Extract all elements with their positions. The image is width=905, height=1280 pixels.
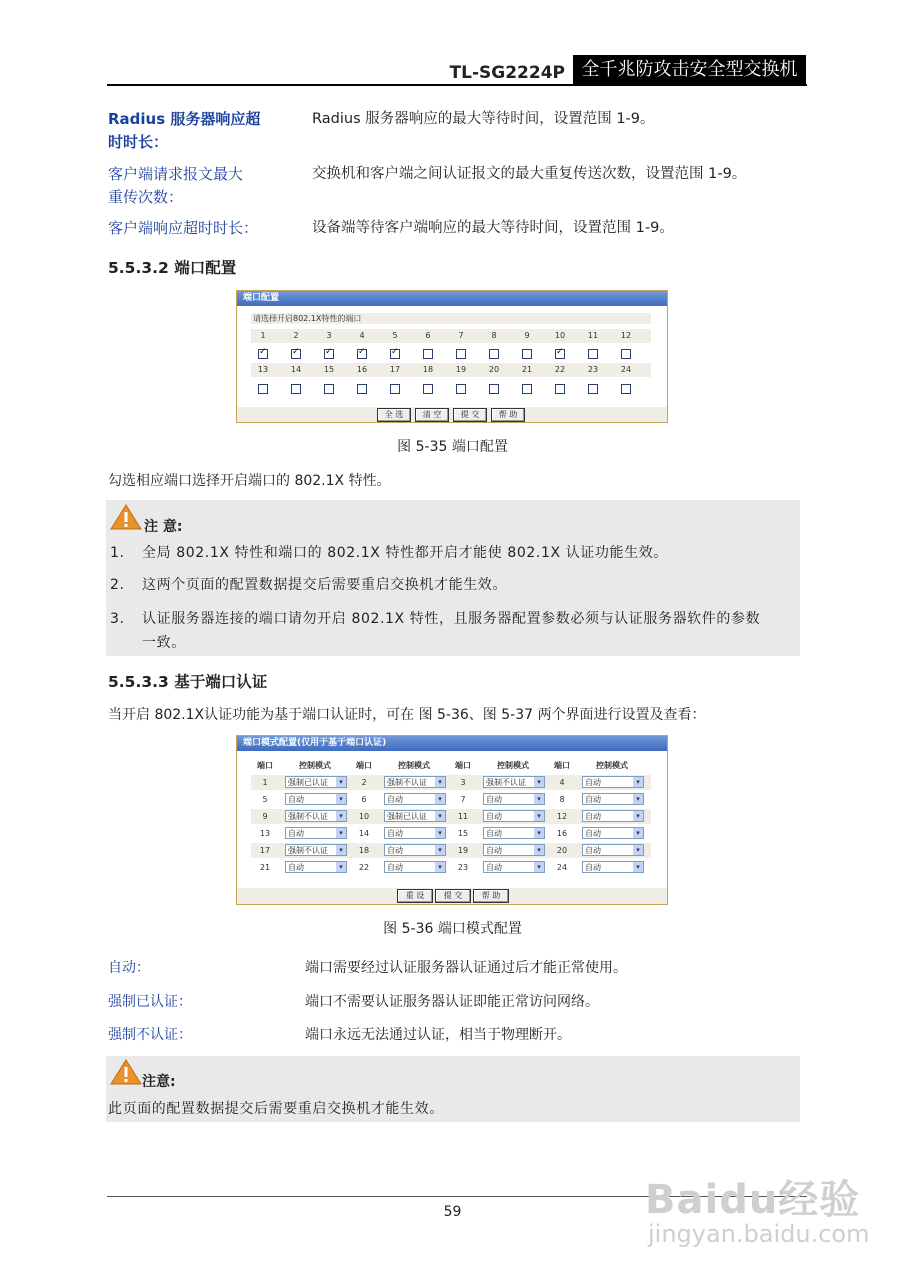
- note-item: 3. 认证服务器连接的端口请勿开启 802.1X 特性，且服务器配置参数必须与认证服务器软件的参数: [110, 611, 761, 627]
- chevron-down-icon: ▾: [633, 777, 643, 787]
- def-term-force-unauthorized: 强制不认证：: [108, 1027, 192, 1043]
- warning-icon: [110, 504, 142, 534]
- chevron-down-icon: ▾: [534, 811, 544, 821]
- port-number-label: 10: [554, 331, 566, 340]
- select-value: 自动: [585, 829, 601, 838]
- panel-subtitle: 请选择开启802.1X特性的端口: [253, 314, 362, 323]
- port-number-label: 2: [293, 331, 299, 340]
- chevron-down-icon: ▾: [336, 828, 346, 838]
- column-header-control-mode: 控制模式: [299, 761, 331, 770]
- port-checkbox-22[interactable]: [555, 384, 565, 394]
- port-number-label: 18: [422, 365, 434, 374]
- clear-button[interactable]: 清 空: [415, 408, 449, 422]
- select-value: 自动: [387, 863, 403, 872]
- chevron-down-icon: ▾: [534, 828, 544, 838]
- port-number-label: 15: [323, 365, 335, 374]
- port-number-label: 11: [457, 812, 469, 821]
- port-number-label: 19: [455, 365, 467, 374]
- port-number-label: 24: [620, 365, 632, 374]
- select-value: 自动: [387, 846, 403, 855]
- note-title: 注意:: [142, 1074, 176, 1090]
- select-value: 自动: [288, 829, 304, 838]
- port-checkbox-24[interactable]: [621, 384, 631, 394]
- port-checkbox-21[interactable]: [522, 384, 532, 394]
- note-item-continuation: 一致。: [142, 635, 186, 651]
- chevron-down-icon: ▾: [534, 862, 544, 872]
- column-header-port: 端口: [554, 761, 570, 770]
- port-number-label: 12: [620, 331, 632, 340]
- port-number-label: 22: [358, 863, 370, 872]
- port-number-label: 3: [460, 778, 466, 787]
- control-mode-select-22[interactable]: [384, 861, 446, 873]
- control-mode-select-14[interactable]: [384, 827, 446, 839]
- select-value: 自动: [486, 846, 502, 855]
- def-desc-force-unauthorized: 端口永远无法通过认证，相当于物理断开。: [305, 1027, 571, 1043]
- select-value: 自动: [387, 829, 403, 838]
- chevron-down-icon: ▾: [435, 811, 445, 821]
- def-term-radius-timeout: Radius 服务器响应超 时时长：: [108, 110, 261, 151]
- port-number-label: 24: [556, 863, 568, 872]
- port-number-label: 7: [460, 795, 466, 804]
- note-box-1: [106, 500, 800, 656]
- port-checkbox-7[interactable]: [456, 349, 466, 359]
- select-value: 自动: [486, 829, 502, 838]
- column-header-control-mode: 控制模式: [398, 761, 430, 770]
- control-mode-select-12[interactable]: [582, 810, 644, 822]
- port-number-label: 19: [457, 846, 469, 855]
- header-product-title: 全千兆防攻击安全型交换机: [573, 55, 806, 85]
- chevron-down-icon: ▾: [336, 862, 346, 872]
- select-value: 自动: [486, 863, 502, 872]
- def-desc-force-authorized: 端口不需要认证服务器认证即能正常访问网络。: [305, 994, 599, 1010]
- chevron-down-icon: ▾: [336, 845, 346, 855]
- def-term-client-retransmit: 客户端请求报文最大 重传次数：: [108, 165, 244, 206]
- def-term-client-timeout: 客户端响应超时时长：: [108, 219, 259, 237]
- help-button[interactable]: 帮 助: [491, 408, 525, 422]
- chevron-down-icon: ▾: [633, 862, 643, 872]
- select-value: 自动: [585, 795, 601, 804]
- panel-title: 端口模式配置(仅用于基于端口认证): [237, 736, 667, 751]
- control-mode-select-6[interactable]: [384, 793, 446, 805]
- paragraph-port-auth: 当开启 802.1X认证功能为基于端口认证时，可在 图 5-36、图 5-37 两个界面进行设置及查看：: [108, 707, 706, 723]
- reset-button[interactable]: 重 设: [397, 889, 433, 903]
- port-number-label: 10: [358, 812, 370, 821]
- control-mode-select-18[interactable]: [384, 844, 446, 856]
- select-value: 自动: [288, 863, 304, 872]
- port-number-label: 13: [259, 829, 271, 838]
- chevron-down-icon: ▾: [336, 794, 346, 804]
- port-checkbox-3[interactable]: [324, 349, 334, 359]
- control-mode-select-3[interactable]: [483, 776, 545, 788]
- chevron-down-icon: ▾: [633, 794, 643, 804]
- port-checkbox-10[interactable]: [555, 349, 565, 359]
- control-mode-select-21[interactable]: [285, 861, 347, 873]
- port-number-label: 16: [556, 829, 568, 838]
- control-mode-select-2[interactable]: [384, 776, 446, 788]
- page-number: 59: [443, 1204, 462, 1220]
- port-number-label: 16: [356, 365, 368, 374]
- control-mode-select-8[interactable]: [582, 793, 644, 805]
- column-header-control-mode: 控制模式: [596, 761, 628, 770]
- port-number-label: 18: [358, 846, 370, 855]
- control-mode-select-23[interactable]: [483, 861, 545, 873]
- section-title-port-auth: 5.5.3.3 基于端口认证: [108, 673, 268, 691]
- column-header-control-mode: 控制模式: [497, 761, 529, 770]
- chevron-down-icon: ▾: [633, 811, 643, 821]
- control-mode-select-17[interactable]: [285, 844, 347, 856]
- select-value: 自动: [585, 778, 601, 787]
- port-number-label: 20: [488, 365, 500, 374]
- port-number-label: 8: [559, 795, 565, 804]
- column-header-port: 端口: [356, 761, 372, 770]
- select-all-button[interactable]: 全 选: [377, 408, 411, 422]
- port-number-label: 22: [554, 365, 566, 374]
- control-mode-select-5[interactable]: [285, 793, 347, 805]
- control-mode-select-1[interactable]: [285, 776, 347, 788]
- help-button[interactable]: 帮 助: [473, 889, 509, 903]
- warning-icon: [110, 1059, 142, 1089]
- control-mode-select-24[interactable]: [582, 861, 644, 873]
- figure-caption-5-36: 图 5-36 端口模式配置: [383, 921, 522, 937]
- port-number-label: 17: [389, 365, 401, 374]
- port-checkbox-20[interactable]: [489, 384, 499, 394]
- port-config-panel: [236, 290, 668, 423]
- port-number-label: 7: [458, 331, 464, 340]
- header-rule: [107, 84, 807, 86]
- port-number-label: 1: [260, 331, 266, 340]
- column-header-port: 端口: [257, 761, 273, 770]
- port-number-label: 14: [358, 829, 370, 838]
- port-number-label: 20: [556, 846, 568, 855]
- note-item: 2. 这两个页面的配置数据提交后需要重启交换机才能生效。: [110, 577, 507, 593]
- figure-caption-5-35: 图 5-35 端口配置: [397, 439, 508, 455]
- chevron-down-icon: ▾: [534, 845, 544, 855]
- port-checkbox-15[interactable]: [324, 384, 334, 394]
- chevron-down-icon: ▾: [534, 794, 544, 804]
- port-number-label: 1: [262, 778, 268, 787]
- panel-title: 端口配置: [237, 291, 667, 306]
- control-mode-select-20[interactable]: [582, 844, 644, 856]
- note-item: 1. 全局 802.1X 特性和端口的 802.1X 特性都开启才能使 802.1X 认证功能生效。: [110, 545, 668, 561]
- port-checkbox-16[interactable]: [357, 384, 367, 394]
- port-number-label: 5: [392, 331, 398, 340]
- watermark-url: jingyan.baidu.com: [648, 1220, 870, 1248]
- port-number-label: 13: [257, 365, 269, 374]
- chevron-down-icon: ▾: [336, 777, 346, 787]
- port-checkbox-9[interactable]: [522, 349, 532, 359]
- port-checkbox-1[interactable]: [258, 349, 268, 359]
- port-number-label: 6: [361, 795, 367, 804]
- port-number-label: 5: [262, 795, 268, 804]
- note-text: 此页面的配置数据提交后需要重启交换机才能生效。: [108, 1101, 444, 1117]
- port-checkbox-17[interactable]: [390, 384, 400, 394]
- note-box-2: [106, 1056, 800, 1122]
- control-mode-select-13[interactable]: [285, 827, 347, 839]
- port-number-label: 23: [457, 863, 469, 872]
- port-number-label: 9: [524, 331, 530, 340]
- control-mode-select-15[interactable]: [483, 827, 545, 839]
- control-mode-select-10[interactable]: [384, 810, 446, 822]
- section-title-port-config: 5.5.3.2 端口配置: [108, 259, 237, 277]
- submit-button[interactable]: 提 交: [453, 408, 487, 422]
- select-value: 强制不认证: [486, 778, 526, 787]
- chevron-down-icon: ▾: [435, 828, 445, 838]
- chevron-down-icon: ▾: [435, 845, 445, 855]
- port-number-label: 4: [359, 331, 365, 340]
- port-checkbox-12[interactable]: [621, 349, 631, 359]
- select-value: 自动: [585, 846, 601, 855]
- select-value: 自动: [486, 795, 502, 804]
- port-number-label: 14: [290, 365, 302, 374]
- port-checkbox-18[interactable]: [423, 384, 433, 394]
- port-number-label: 6: [425, 331, 431, 340]
- def-desc-client-timeout: 设备端等待客户端响应的最大等待时间，设置范围 1-9。: [312, 220, 674, 236]
- control-mode-select-11[interactable]: [483, 810, 545, 822]
- def-term-auto: 自动：: [108, 960, 150, 976]
- column-header-port: 端口: [455, 761, 471, 770]
- port-number-label: 12: [556, 812, 568, 821]
- port-number-label: 9: [262, 812, 268, 821]
- select-value: 自动: [585, 863, 601, 872]
- paragraph-port-select: 勾选相应端口选择开启端口的 802.1X 特性。: [108, 473, 391, 489]
- port-number-label: 15: [457, 829, 469, 838]
- port-checkbox-5[interactable]: [390, 349, 400, 359]
- select-value: 强制不认证: [387, 778, 427, 787]
- def-desc-radius-timeout: Radius 服务器响应的最大等待时间，设置范围 1-9。: [312, 111, 655, 127]
- chevron-down-icon: ▾: [633, 845, 643, 855]
- control-mode-select-16[interactable]: [582, 827, 644, 839]
- control-mode-select-9[interactable]: [285, 810, 347, 822]
- port-number-label: 4: [559, 778, 565, 787]
- select-value: 自动: [585, 812, 601, 821]
- port-number-label: 2: [361, 778, 367, 787]
- note-title: 注 意:: [144, 519, 183, 535]
- def-desc-client-retransmit: 交换机和客户端之间认证报文的最大重复传送次数，设置范围 1-9。: [312, 166, 747, 182]
- chevron-down-icon: ▾: [435, 794, 445, 804]
- select-value: 强制不认证: [288, 812, 328, 821]
- chevron-down-icon: ▾: [534, 777, 544, 787]
- def-desc-auto: 端口需要经过认证服务器认证通过后才能正常使用。: [305, 960, 627, 976]
- port-checkbox-2[interactable]: [291, 349, 301, 359]
- port-number-label: 11: [587, 331, 599, 340]
- port-checkbox-23[interactable]: [588, 384, 598, 394]
- header-model: TL-SG2224P: [449, 63, 565, 83]
- port-checkbox-6[interactable]: [423, 349, 433, 359]
- port-checkbox-8[interactable]: [489, 349, 499, 359]
- chevron-down-icon: ▾: [336, 811, 346, 821]
- control-mode-select-19[interactable]: [483, 844, 545, 856]
- port-number-label: 21: [521, 365, 533, 374]
- control-mode-select-7[interactable]: [483, 793, 545, 805]
- watermark-brand: Baidu经验: [645, 1177, 861, 1223]
- port-checkbox-4[interactable]: [357, 349, 367, 359]
- port-number-label: 3: [326, 331, 332, 340]
- port-number-label: 23: [587, 365, 599, 374]
- port-checkbox-11[interactable]: [588, 349, 598, 359]
- def-term-force-authorized: 强制已认证：: [108, 994, 192, 1010]
- port-number-label: 17: [259, 846, 271, 855]
- port-mode-panel: [236, 735, 668, 905]
- chevron-down-icon: ▾: [435, 862, 445, 872]
- submit-button[interactable]: 提 交: [435, 889, 471, 903]
- control-mode-select-4[interactable]: [582, 776, 644, 788]
- select-value: 自动: [486, 812, 502, 821]
- port-number-label: 8: [491, 331, 497, 340]
- select-value: 强制不认证: [288, 846, 328, 855]
- select-value: 自动: [288, 795, 304, 804]
- select-value: 自动: [387, 795, 403, 804]
- select-value: 强制已认证: [387, 812, 427, 821]
- port-checkbox-19[interactable]: [456, 384, 466, 394]
- select-value: 强制已认证: [288, 778, 328, 787]
- chevron-down-icon: ▾: [435, 777, 445, 787]
- port-number-label: 21: [259, 863, 271, 872]
- port-checkbox-13[interactable]: [258, 384, 268, 394]
- chevron-down-icon: ▾: [633, 828, 643, 838]
- port-checkbox-14[interactable]: [291, 384, 301, 394]
